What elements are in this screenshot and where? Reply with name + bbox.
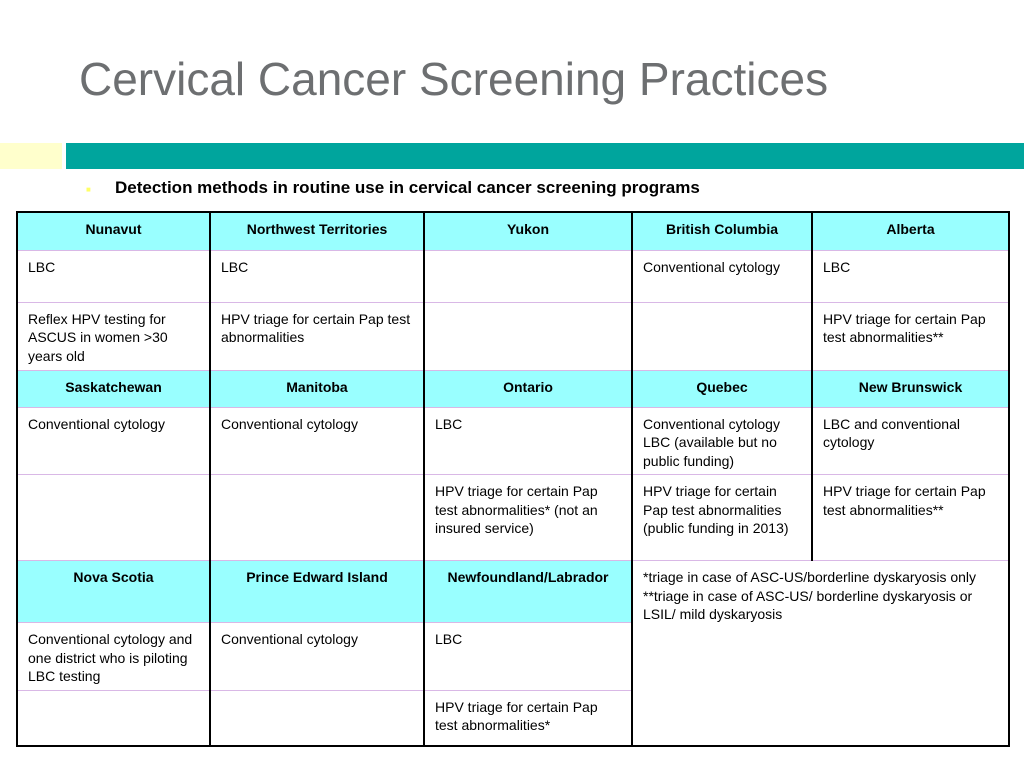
header-cell: Yukon	[424, 212, 632, 250]
table-cell: Conventional cytology	[210, 407, 424, 475]
table-cell: Conventional cytology and one district who is piloting LBC testing	[17, 623, 210, 691]
slide-subtitle: Detection methods in routine use in cervical cancer screening programs	[115, 178, 700, 197]
table-cell: HPV triage for certain Pap test abnormalities* (not an insured service)	[424, 475, 632, 561]
header-cell: Manitoba	[210, 370, 424, 407]
accent-band	[66, 143, 1024, 169]
table-cell: LBC	[424, 623, 632, 691]
table-row	[17, 475, 1009, 561]
table-cell	[17, 475, 210, 561]
header-cell: Newfoundland/Labrador	[424, 561, 632, 623]
accent-band-light	[0, 143, 62, 169]
table-cell: HPV triage for certain Pap test abnormalities (public funding in 2013)	[632, 475, 812, 561]
table-row	[17, 407, 1009, 475]
footnote-cell	[632, 561, 1009, 747]
slide-title: Cervical Cancer Screening Practices	[79, 53, 829, 105]
footnote-text: **triage in case of ASC-US/ borderline dyskaryosis or LSIL/ mild dyskaryosis	[643, 587, 973, 622]
table-cell: LBC and conventional cytology	[812, 407, 1009, 475]
table-cell: Conventional cytology LBC (available but no public funding)	[632, 407, 812, 475]
table-cell	[424, 302, 632, 370]
table-header-row	[17, 561, 1009, 623]
table-cell: LBC	[424, 407, 632, 475]
table-cell: Reflex HPV testing for ASCUS in women >30 years old	[17, 302, 210, 370]
table-cell: LBC	[17, 250, 210, 302]
header-cell: British Columbia	[632, 212, 812, 250]
table-header-row	[17, 370, 1009, 407]
header-cell: Saskatchewan	[17, 370, 210, 407]
header-cell: Northwest Territories	[210, 212, 424, 250]
table-cell: Conventional cytology	[17, 407, 210, 475]
header-cell: Prince Edward Island	[210, 561, 424, 623]
table-cell: LBC	[210, 250, 424, 302]
table-cell: HPV triage for certain Pap test abnormalities*	[424, 690, 632, 746]
table-cell	[17, 690, 210, 746]
table-cell: HPV triage for certain Pap test abnormalities**	[812, 302, 1009, 370]
header-cell: Nova Scotia	[17, 561, 210, 623]
table-cell	[424, 250, 632, 302]
table-row	[17, 250, 1009, 302]
screening-table	[16, 211, 1010, 747]
header-cell: Alberta	[812, 212, 1009, 250]
header-cell: New Brunswick	[812, 370, 1009, 407]
table-cell: HPV triage for certain Pap test abnormalities	[210, 302, 424, 370]
header-cell: Ontario	[424, 370, 632, 407]
table-cell	[210, 475, 424, 561]
table-cell	[210, 690, 424, 746]
footnote-text: *triage in case of ASC-US/borderline dyskaryosis only	[643, 569, 977, 585]
table-cell: HPV triage for certain Pap test abnormalities**	[812, 475, 1009, 561]
table-cell: LBC	[812, 250, 1009, 302]
table-cell: Conventional cytology	[632, 250, 812, 302]
table-header-row	[17, 212, 1009, 250]
table-cell: Conventional cytology	[210, 623, 424, 691]
bullet-icon: ■	[86, 185, 91, 194]
table-row	[17, 302, 1009, 370]
table-cell	[632, 302, 812, 370]
header-cell: Nunavut	[17, 212, 210, 250]
header-cell: Quebec	[632, 370, 812, 407]
